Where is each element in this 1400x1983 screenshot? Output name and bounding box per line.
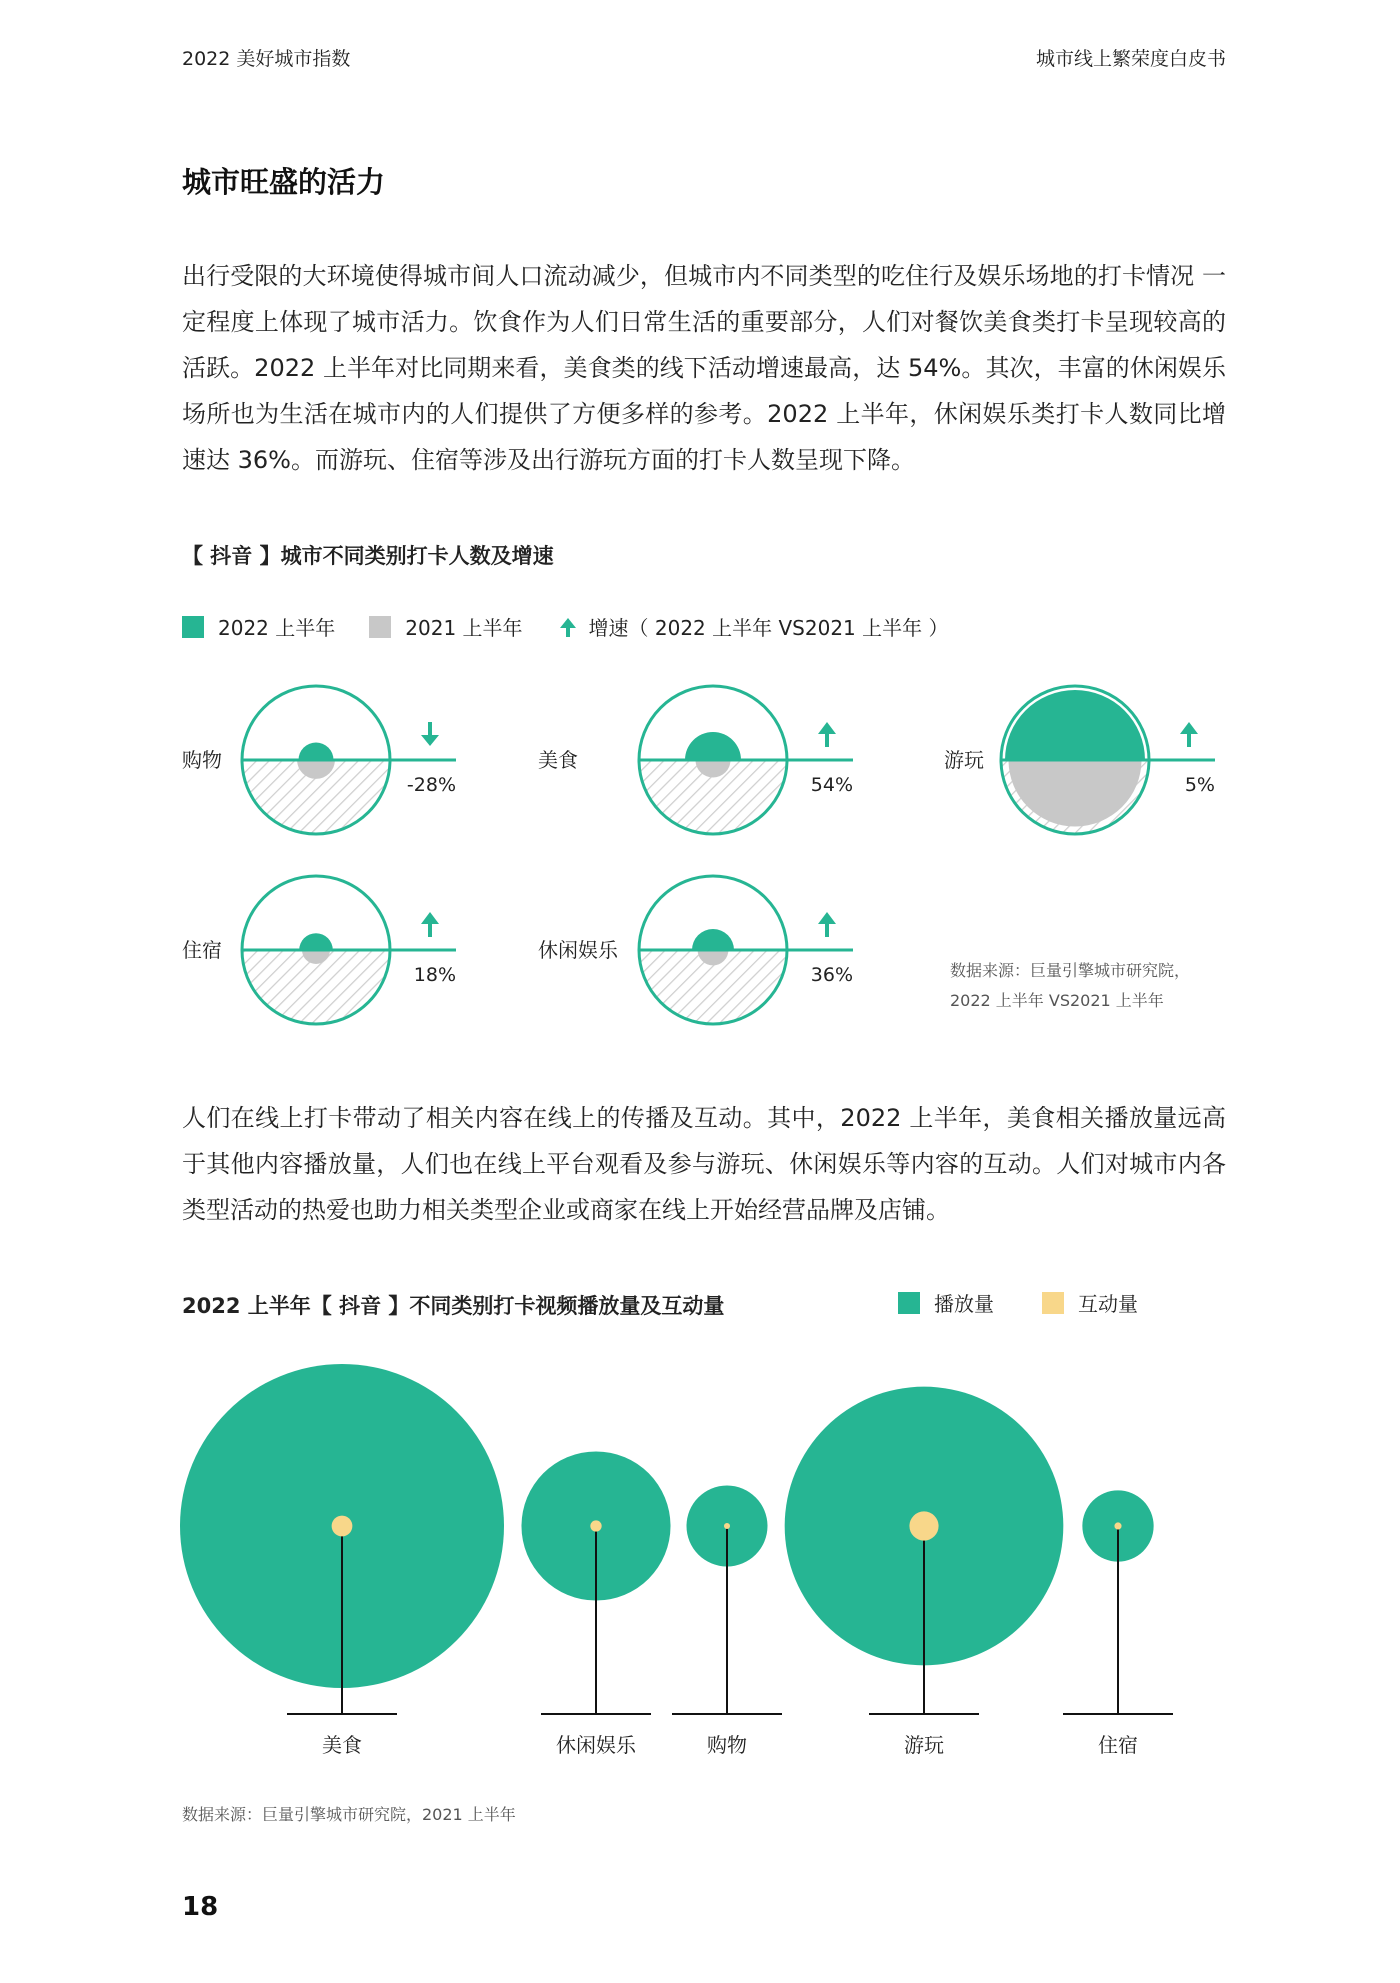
header-right: 城市线上繁荣度白皮书 xyxy=(1035,48,1226,70)
growth-label-3: 5% xyxy=(1184,774,1215,796)
legend-label-2021: 2021 上半年 xyxy=(405,616,523,640)
header-left: 2022 美好城市指数 xyxy=(182,48,351,70)
legend-label-2022: 2022 上半年 xyxy=(218,616,336,640)
bubble-interaction-3 xyxy=(724,1523,730,1529)
legend-swatch-interaction xyxy=(1042,1292,1064,1314)
arrow-up-icon xyxy=(818,722,836,747)
arrow-up-icon xyxy=(818,912,836,937)
legend-swatch-2021 xyxy=(369,616,391,638)
category-label-2: 美食 xyxy=(538,748,578,772)
chart2-legend xyxy=(898,1288,1138,1317)
bubble-interaction-4 xyxy=(909,1511,938,1540)
bubble-interaction-5 xyxy=(1114,1522,1121,1529)
legend-swatch-2022 xyxy=(182,616,204,638)
category-label-1: 购物 xyxy=(182,748,222,772)
page-number: 18 xyxy=(182,1892,219,1922)
legend-growth-arrow-icon xyxy=(557,616,579,638)
bubble-interaction-2 xyxy=(590,1520,601,1531)
bubble-label-4: 游玩 xyxy=(904,1733,944,1757)
chart1-semicircle-chart xyxy=(0,660,1400,1040)
arrow-up-icon xyxy=(421,912,439,937)
bar-2022-2 xyxy=(685,732,741,760)
growth-label-2: 54% xyxy=(810,774,853,796)
bubble-label-2: 休闲娱乐 xyxy=(556,1733,636,1757)
chart1-legend xyxy=(182,612,949,641)
arrow-down-icon xyxy=(421,722,439,746)
chart2-source: 数据来源：巨量引擎城市研究院，2021 上半年 xyxy=(182,1805,516,1824)
growth-label-4: 18% xyxy=(413,964,456,986)
bubble-label-3: 购物 xyxy=(707,1733,747,1757)
chart1-source-line2: 2022 上半年 VS2021 上半年 xyxy=(950,991,1164,1010)
paragraph-2: 人们在线上打卡带动了相关内容在线上的传播及互动。其中，2022 上半年，美食相关播放量远高于其他内容播放量，人们也在线上平台观看及参与游玩、休闲娱乐等内容的互动。人们对城市内各类型活动的热爱也助力相关类型企业或商家在线上开始经营品牌及店铺。 xyxy=(182,1104,1226,1224)
category-label-5: 休闲娱乐 xyxy=(538,938,618,962)
bubble-interaction-1 xyxy=(332,1516,353,1537)
chart2-title: 2022 上半年【 抖音 】不同类别打卡视频播放量及互动量 xyxy=(182,1294,725,1318)
chart1-source-line1: 数据来源：巨量引擎城市研究院， xyxy=(950,961,1191,980)
bar-2022-4 xyxy=(299,933,333,950)
bar-2022-3 xyxy=(1005,690,1145,760)
legend-label-interaction: 互动量 xyxy=(1078,1292,1138,1316)
arrow-up-icon xyxy=(1180,722,1198,747)
bar-2022-1 xyxy=(299,743,334,761)
growth-label-1: -28% xyxy=(406,774,456,796)
growth-label-5: 36% xyxy=(810,964,853,986)
bar-2022-5 xyxy=(692,929,734,950)
bubble-label-1: 美食 xyxy=(322,1733,362,1757)
chart1-title: 【 抖音 】城市不同类别打卡人数及增速 xyxy=(182,544,554,568)
legend-swatch-play xyxy=(898,1292,920,1314)
chart2-bubble-chart xyxy=(0,1340,1400,1760)
paragraph-1: 出行受限的大环境使得城市间人口流动减少，但城市内不同类型的吃住行及娱乐场地的打卡情况 一定程度上体现了城市活力。饮食作为人们日常生活的重要部分，人们对餐饮美食类打卡呈现较高的活跃。2022 上半年对比同期来看，美食类的线下活动增速最高，达 54%。其次，丰富的休闲娱乐场所也为生活在城市内的人们提供了方便多样的参考。2022 上半年，休闲娱乐类打卡人数同比增速达 36%。而游玩、住宿等涉及出行游玩方面的打卡人数呈现下降。 xyxy=(182,262,1226,474)
legend-label-play: 播放量 xyxy=(934,1292,994,1316)
legend-label-growth: 增速（ 2022 上半年 VS2021 上半年 ） xyxy=(588,616,949,640)
category-label-4: 住宿 xyxy=(182,938,222,962)
bubble-label-5: 住宿 xyxy=(1098,1733,1138,1757)
section-title: 城市旺盛的活力 xyxy=(182,165,386,199)
category-label-3: 游玩 xyxy=(944,748,984,772)
